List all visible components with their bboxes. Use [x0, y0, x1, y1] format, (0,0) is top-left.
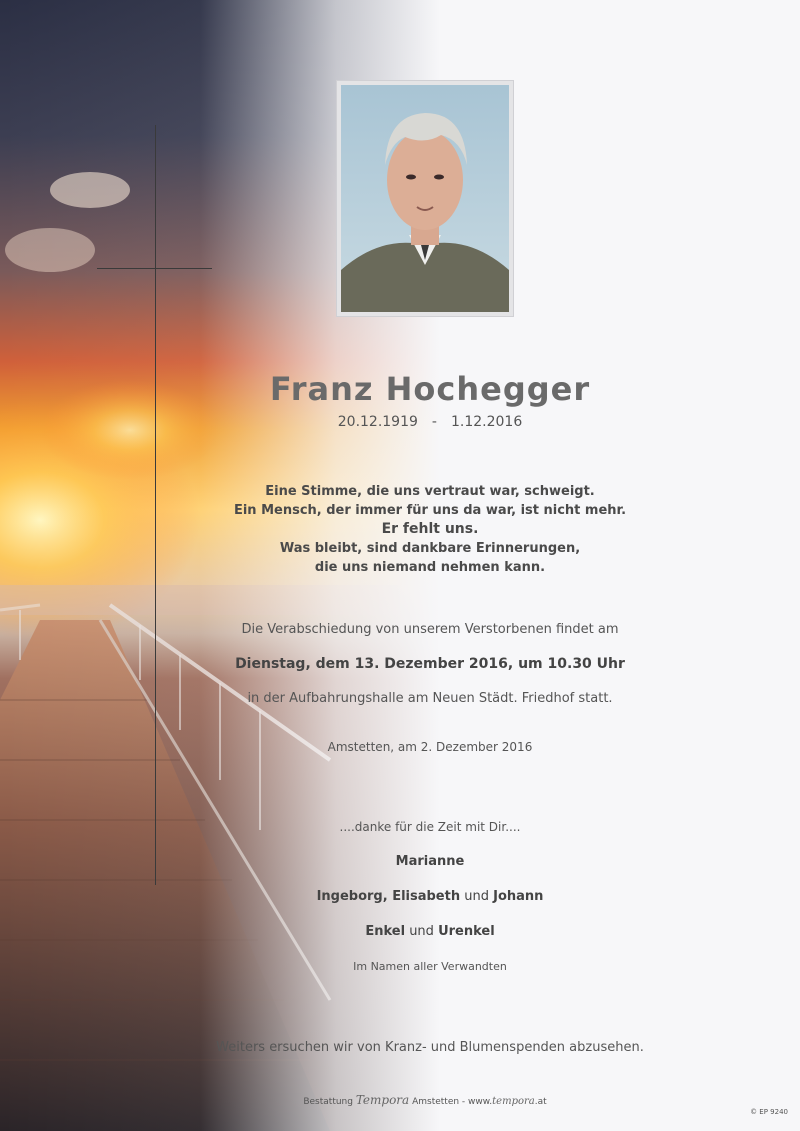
donation-note: Weiters ersuchen wir von Kranz- und Blumenspenden abzusehen.	[216, 1040, 644, 1055]
deceased-name: Franz Hochegger	[269, 370, 591, 408]
cross-icon-horizontal	[97, 268, 212, 269]
funeral-home-footer	[250, 1093, 600, 1107]
verse-line: Ein Mensch, der immer für uns da war, ist nicht mehr.	[233, 503, 627, 518]
life-dates	[210, 414, 650, 430]
farewell-intro: Die Verabschiedung von unserem Verstorbenen findet am	[241, 622, 619, 637]
place-and-date: Amstetten, am 2. Dezember 2016	[327, 740, 533, 754]
cross-icon-vertical	[155, 125, 156, 885]
footer-url-brand: tempora	[492, 1096, 535, 1107]
birth-date: 20.12.1919	[337, 414, 418, 430]
mourner-children	[210, 889, 650, 904]
conjunction: und	[409, 924, 434, 939]
mourner-names: Enkel	[365, 924, 406, 939]
mourner-names: Ingeborg, Elisabeth	[316, 889, 461, 904]
document-code: © EP 9240	[750, 1108, 788, 1116]
date-separator: -	[431, 414, 437, 430]
mourner-names: Johann	[493, 889, 544, 904]
verse-line: Er fehlt uns.	[381, 521, 479, 537]
relatives-note: Im Namen aller Verwandten	[353, 960, 507, 973]
mourner-names: Urenkel	[438, 924, 495, 939]
footer-url-tld: .at	[534, 1097, 547, 1107]
funeral-home-logo: Tempora	[355, 1093, 410, 1107]
verse-line: die uns niemand nehmen kann.	[314, 560, 546, 575]
verse-line: Was bleibt, sind dankbare Erinnerungen,	[279, 541, 581, 556]
thanks-line: ....danke für die Zeit mit Dir....	[339, 820, 521, 834]
footer-prefix: Bestattung	[303, 1097, 353, 1107]
conjunction: und	[464, 889, 489, 904]
mourner-grandchildren	[210, 924, 650, 939]
footer-suffix: Amstetten - www.	[412, 1097, 493, 1107]
memorial-verse	[210, 482, 650, 577]
farewell-date: Dienstag, dem 13. Dezember 2016, um 10.30 Uhr	[235, 656, 625, 672]
mourner-spouse: Marianne	[395, 854, 465, 869]
verse-line: Eine Stimme, die uns vertraut war, schweigt.	[265, 484, 595, 499]
death-date: 1.12.2016	[450, 414, 523, 430]
farewell-place: in der Aufbahrungshalle am Neuen Städt. Friedhof statt.	[247, 691, 613, 706]
portrait-photo	[336, 80, 514, 317]
